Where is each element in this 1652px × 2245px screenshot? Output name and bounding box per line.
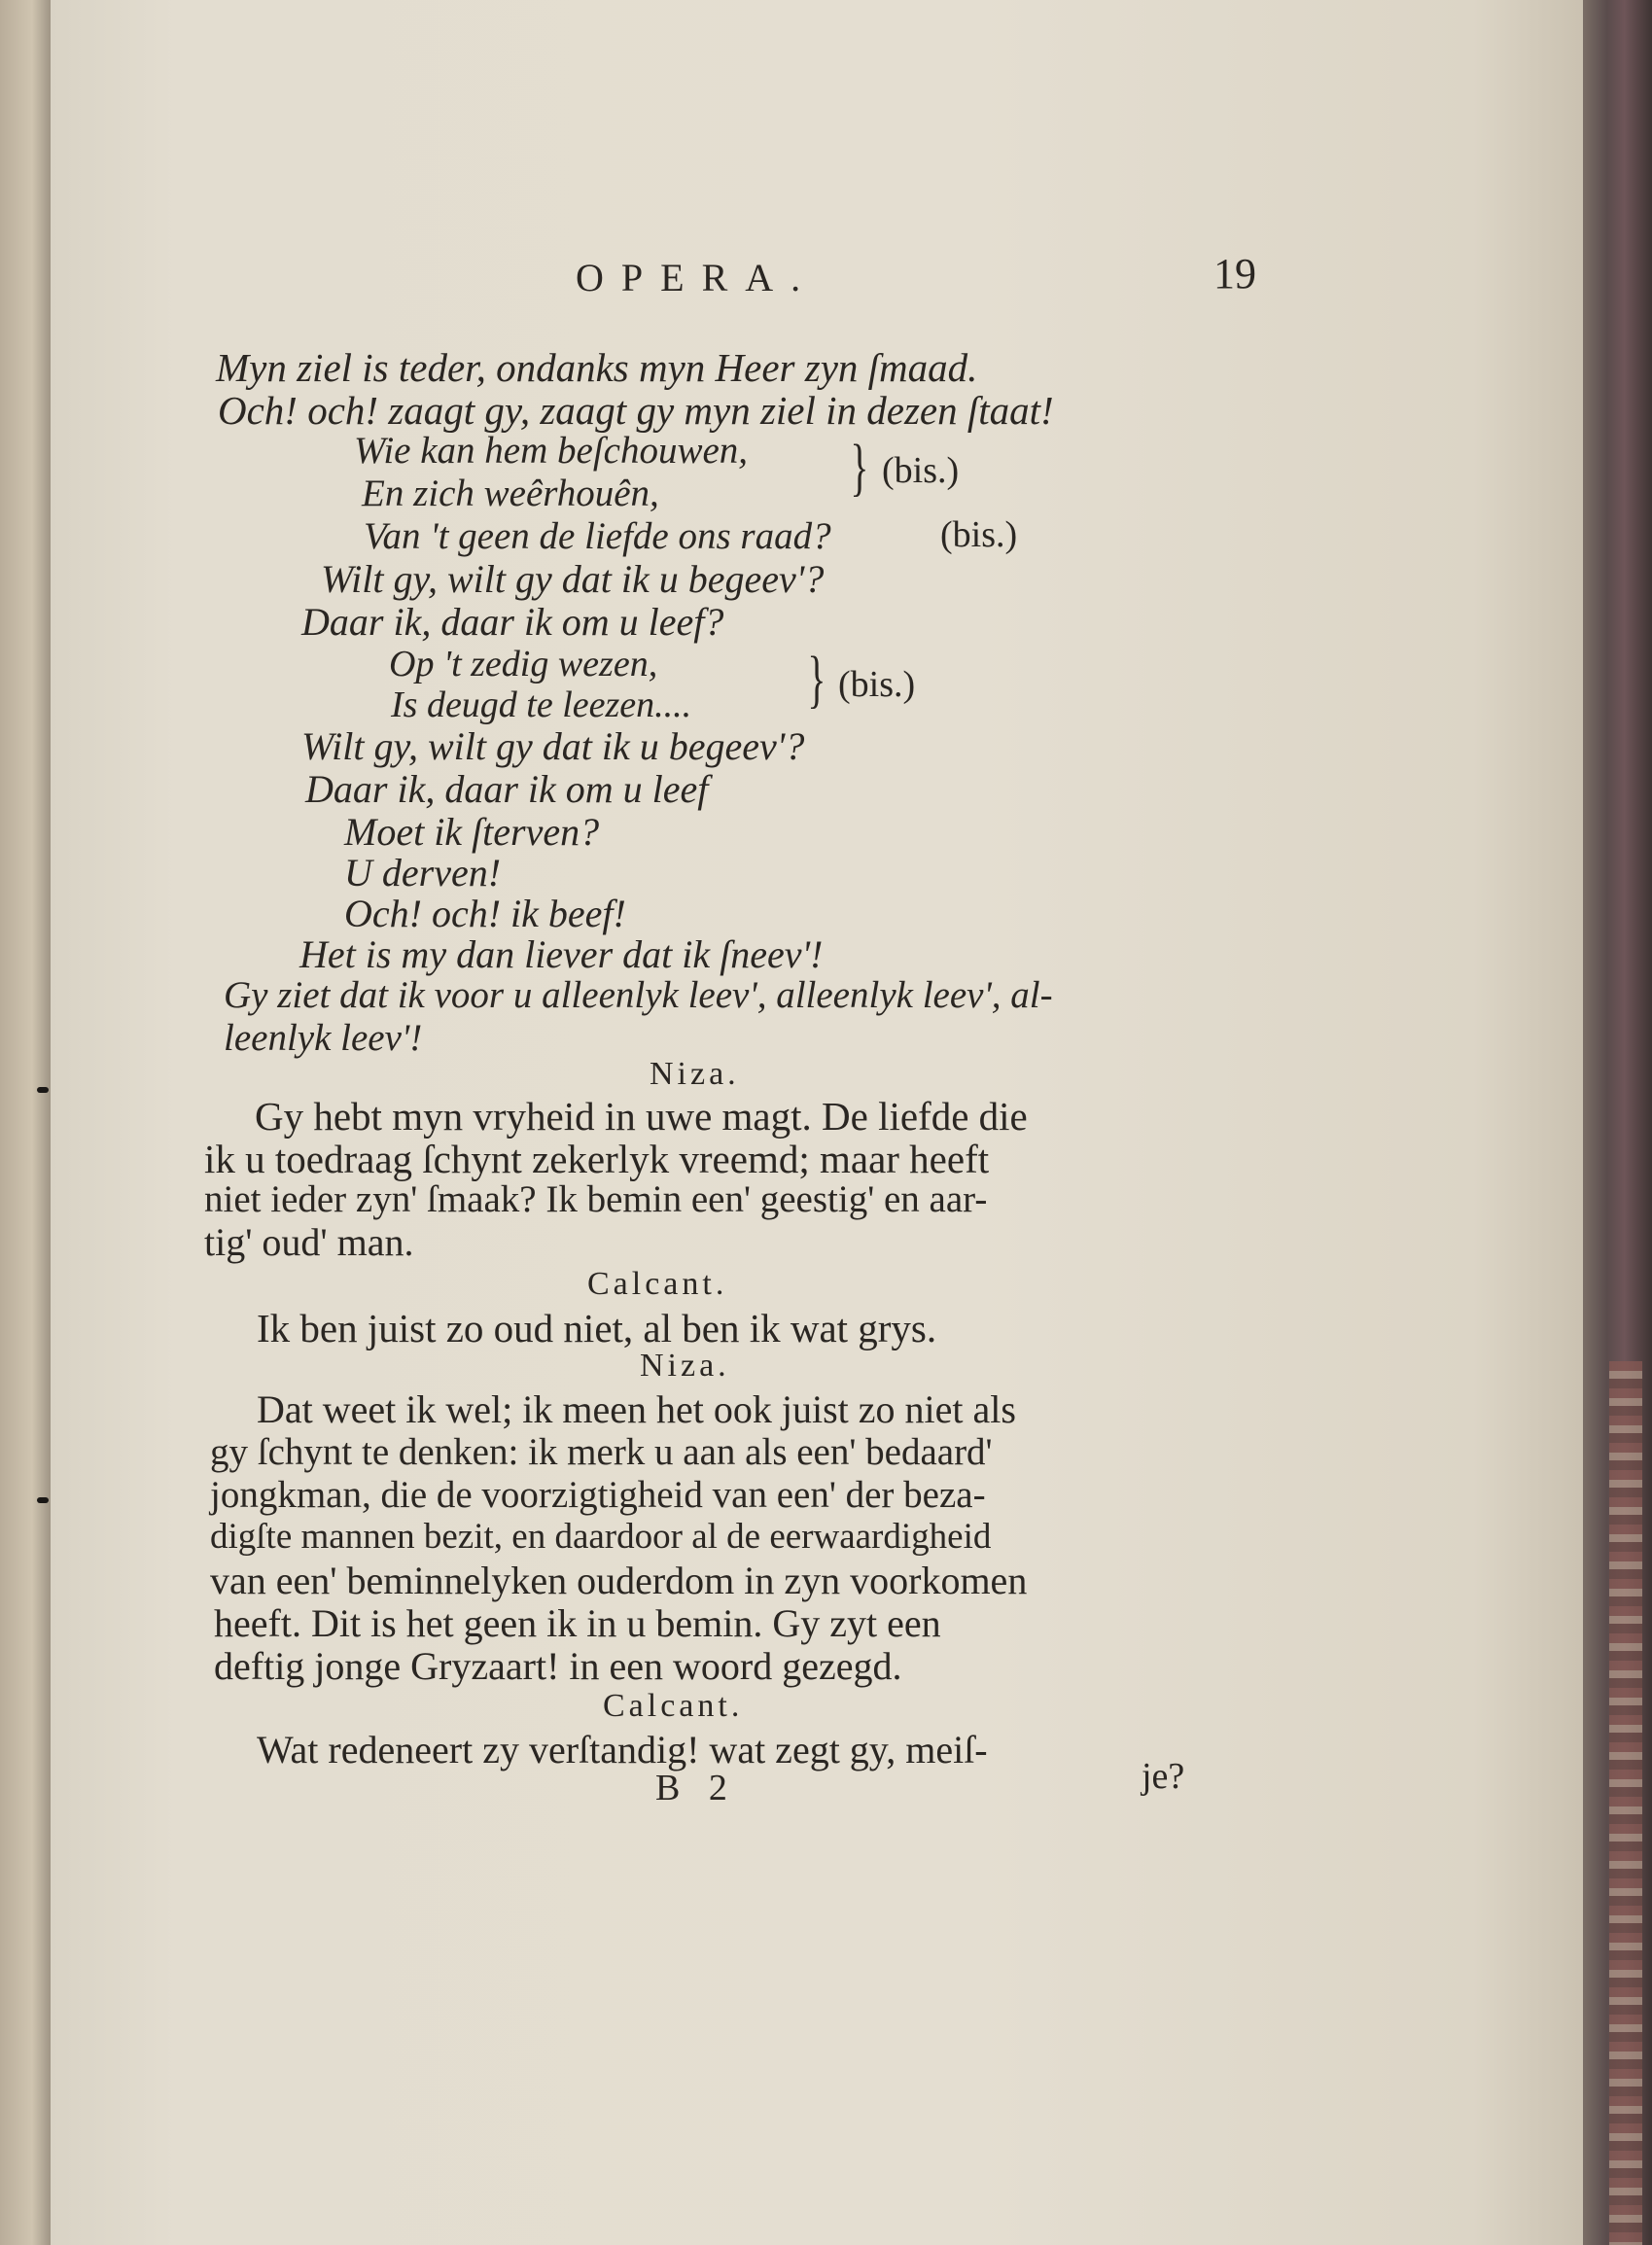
- prose-line: Ik ben juist zo oud niet, al ben ik wat grys.: [257, 1306, 937, 1351]
- verse-line: Wie kan hem beſchouwen,: [354, 430, 749, 472]
- prose-line: niet ieder zyn' ſmaak? Ik bemin een' geestig' en aar-: [204, 1178, 988, 1220]
- verse-line: Daar ik, daar ik om u leef?: [301, 600, 724, 644]
- margin-mark: [37, 1497, 49, 1503]
- prose-line: gy ſchynt te denken: ik merk u aan als een' bedaard': [210, 1431, 993, 1473]
- verse-line: Is deugd te leezen....: [391, 684, 692, 725]
- prose-line: digſte mannen bezit, en daardoor al de eerwaardigheid: [210, 1517, 992, 1557]
- speaker-name: Calcant.: [603, 1688, 744, 1724]
- verse-line: Wilt gy, wilt gy dat ik u begeev'?: [321, 557, 825, 601]
- speaker-name: Niza.: [650, 1056, 740, 1092]
- catchword: je?: [1142, 1756, 1185, 1797]
- verse-line: Myn ziel is teder, ondanks myn Heer zyn ſmaad.: [216, 345, 978, 390]
- verse-line: Och! och! ik beef!: [344, 892, 626, 935]
- prose-line: van een' beminnelyken ouderdom in zyn voorkomen: [210, 1559, 1028, 1602]
- verse-line: Van 't geen de liefde ons raad?: [364, 515, 831, 557]
- brace: }: [850, 432, 869, 503]
- verse-line: Och! och! zaagt gy, zaagt gy myn ziel in dezen ſtaat!: [218, 388, 1054, 433]
- verse-line: Gy ziet dat ik voor u alleenlyk leev', alleenlyk leev', al-: [224, 974, 1053, 1016]
- prose-line: tig' oud' man.: [204, 1220, 414, 1264]
- bis-marker: (bis.): [882, 450, 960, 491]
- verse-line: leenlyk leev'!: [224, 1017, 423, 1059]
- speaker-name: Niza.: [640, 1348, 730, 1384]
- prose-line: ik u toedraag ſchynt zekerlyk vreemd; maar heeft: [204, 1137, 990, 1181]
- prose-line: Gy hebt myn vryheid in uwe magt. De liefde die: [255, 1094, 1028, 1139]
- brace: }: [807, 644, 826, 715]
- marbled-edge: [1609, 1361, 1642, 2245]
- book-page: [51, 0, 1597, 2245]
- verse-line: U derven!: [344, 851, 502, 894]
- speaker-name: Calcant.: [587, 1266, 728, 1302]
- bis-marker: (bis.): [838, 664, 916, 705]
- prose-line: Wat redeneert zy verſtandig! wat zegt gy, meiſ-: [257, 1728, 988, 1771]
- prose-line: jongkman, die de voorzigtigheid van een' der beza-: [210, 1474, 986, 1516]
- running-head: OPERA.: [576, 256, 819, 299]
- verse-line: En zich weêrhouên,: [362, 473, 659, 514]
- prose-line: deftig jonge Gryzaart! in een woord gezegd.: [214, 1644, 902, 1688]
- prose-line: Dat weet ik wel; ik meen het ook juist zo niet als: [257, 1387, 1016, 1431]
- verse-line: Moet ik ſterven?: [344, 810, 600, 854]
- verse-line: Daar ik, daar ik om u leef: [305, 767, 709, 811]
- facing-page-edge: [0, 0, 58, 2245]
- page-number: 19: [1213, 250, 1256, 298]
- signature-mark: B 2: [655, 1768, 737, 1808]
- verse-line: Op 't zedig wezen,: [389, 644, 658, 684]
- verse-line: Het is my dan liever dat ik ſneev'!: [299, 932, 824, 976]
- prose-line: heeft. Dit is het geen ik in u bemin. Gy zyt een: [214, 1601, 941, 1645]
- bis-marker: (bis.): [940, 514, 1018, 555]
- margin-mark: [37, 1087, 49, 1093]
- verse-line: Wilt gy, wilt gy dat ik u begeev'?: [301, 724, 805, 768]
- show-through-text: [371, 255, 399, 306]
